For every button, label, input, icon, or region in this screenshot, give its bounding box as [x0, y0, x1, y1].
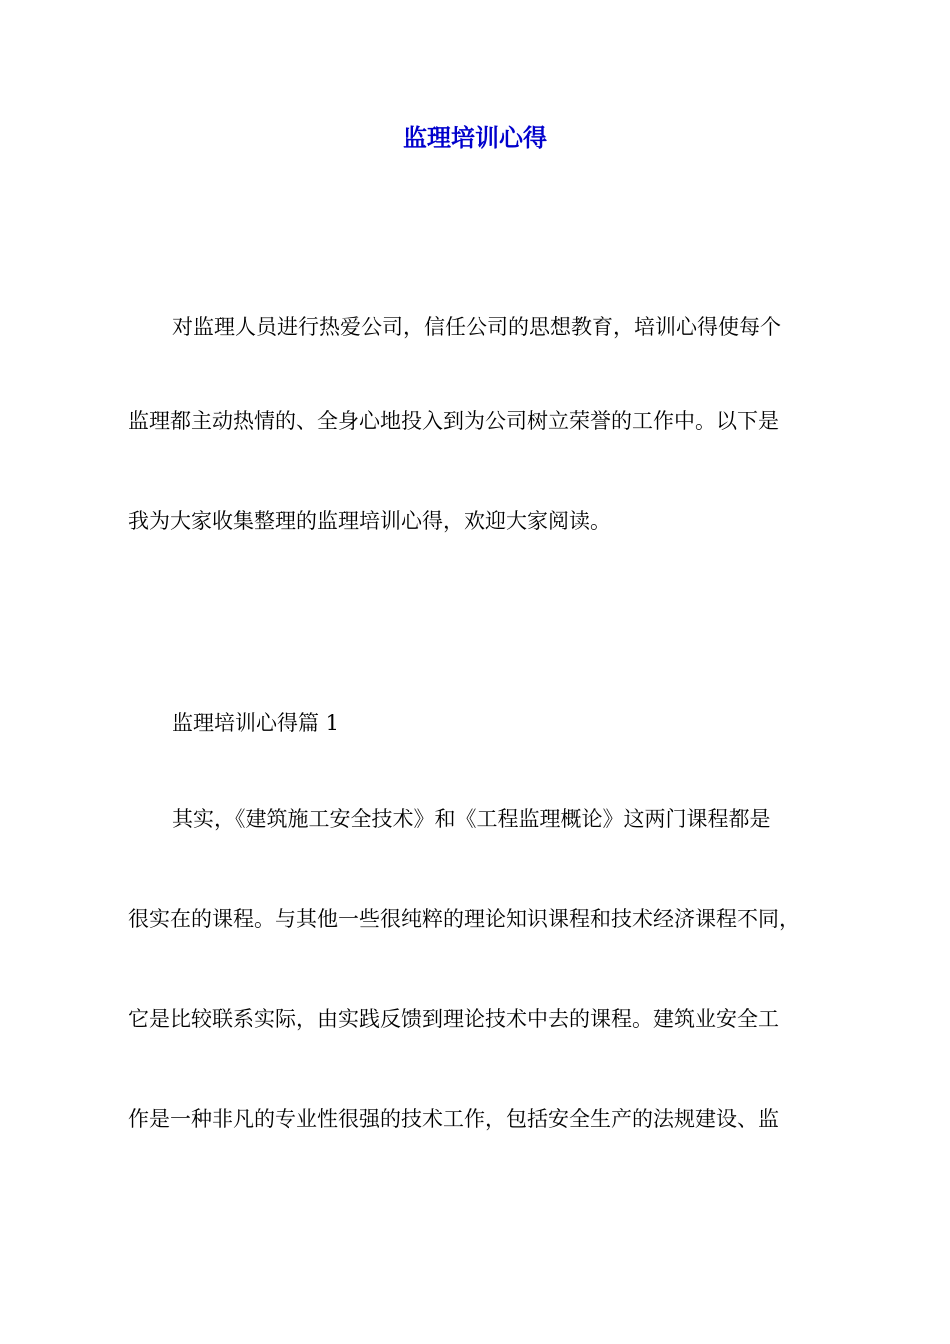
body-line-1: 其实，《建筑施工安全技术》和《工程监理概论》这两门课程都是 [172, 807, 771, 831]
body-line-2: 很实在的课程。与其他一些很纯粹的理论知识课程和技术经济课程不同， [128, 907, 800, 931]
body-line-4: 作是一种非凡的专业性很强的技术工作，包括安全生产的法规建设、监 [128, 1107, 779, 1131]
section-heading: 监理培训心得篇 1 [172, 711, 340, 735]
document-title: 监理培训心得 [403, 124, 547, 152]
body-line-3: 它是比较联系实际，由实践反馈到理论技术中去的课程。建筑业安全工 [128, 1007, 779, 1031]
intro-line-2: 监理都主动热情的、全身心地投入到为公司树立荣誉的工作中。以下是 [128, 409, 779, 433]
intro-line-3: 我为大家收集整理的监理培训心得，欢迎大家阅读。 [128, 509, 611, 533]
intro-line-1: 对监理人员进行热爱公司，信任公司的思想教育，培训心得使每个 [172, 315, 781, 339]
